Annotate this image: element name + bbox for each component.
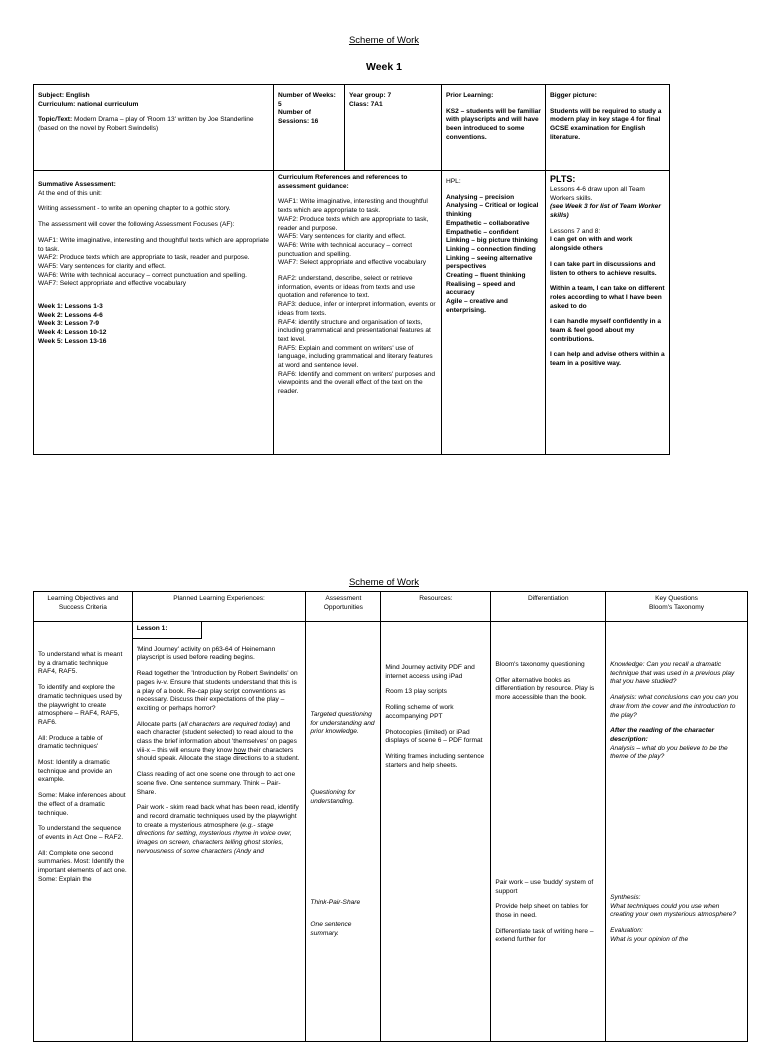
experience-paragraph: Pair work - skim read back what has been read, identify and record dramatic techniques used by the playwright to create a mysterious atmosphere (e.g.- stage directions for setting, mysterious rhyme in voice over, images on screen, characters telling ghost stories, nervousness of some characters (Andy and xyxy=(136,804,299,855)
header-differentiation: Differentiation xyxy=(491,592,606,622)
summative-line: WAF6: Write with technical accuracy – correct punctuation and spelling. xyxy=(38,271,247,279)
hpl-item: Agile – creative and enterprising. xyxy=(446,298,508,314)
objective-item: To understand what is meant by a dramatic technique RAF4, RAF5. xyxy=(38,651,123,676)
header-assessment: Assessment Opportunities xyxy=(306,592,381,622)
plts-item: Within a team, I can take on different roles according to what I have been asked to do xyxy=(550,285,665,310)
question-item: Knowledge: Can you recall a dramatic technique that was used in a previous play that you have studied? xyxy=(610,661,735,686)
week-heading: Week 1 xyxy=(366,61,402,73)
objective-item: Some: Make inferences about the effect of a dramatic technique. xyxy=(38,792,126,817)
resources-cell xyxy=(381,622,491,1042)
hpl-item: Linking – seeing alternative perspectives xyxy=(446,254,533,271)
plts-cell xyxy=(546,171,670,455)
lesson-plan-table xyxy=(33,591,748,1042)
summative-line: WAF2: Produce texts which are appropriate to task, reader and purpose. xyxy=(38,254,250,262)
hpl-item: Realising – speed and accuracy xyxy=(446,280,516,297)
hpl-item: Linking – big picture thinking xyxy=(446,237,538,245)
waf-line: WAF2: Produce texts which are appropriate to task, reader and purpose. xyxy=(278,215,429,232)
curriculum-references-cell xyxy=(274,171,442,455)
waf-line: WAF5: Vary sentences for clarity and effect. xyxy=(278,233,406,241)
experience-paragraph: Class reading of act one scene one through to act one scene five. One sentence summary. Think – Pair- Share. xyxy=(136,771,296,796)
summative-line: WAF5: Vary sentences for clarity and effect. xyxy=(38,262,166,270)
subject-cell xyxy=(34,85,274,171)
bigger-picture-text: Students will be required to study a modern play in key stage 4 for final GCSE examination for English literature. xyxy=(550,107,662,141)
page2-title: Scheme of Work xyxy=(348,577,420,588)
plts-intro: Lessons 4-6 draw upon all Team Workers skills. xyxy=(550,185,645,202)
assessment-item: Questioning for understanding. xyxy=(310,789,356,805)
assessment-item: Think-Pair-Share xyxy=(310,898,361,906)
plts-heading: PLTS: xyxy=(550,174,576,184)
week-schedule-item: Week 2: Lessons 4-6 xyxy=(38,311,103,319)
plts-item: I can get on with and work alongside others xyxy=(550,236,633,253)
experience-paragraph: Allocate parts (all characters are required today) and each character (student selected) to read aloud to the class the brief information about 'themselves' on pages viii-x – this will ensure they know how their characters should speak. Allocate the stage directions to a student. xyxy=(136,720,300,763)
class-label: Class: 7A1 xyxy=(349,100,383,108)
summative-line: The assessment will cover the following Assessment Focuses (AF): xyxy=(38,221,235,229)
prior-learning-cell xyxy=(442,85,546,171)
question-item: Synthesis: xyxy=(610,894,641,902)
year-group: Year group: 7 xyxy=(349,92,392,99)
plts-item: I can help and advise others within a team in a positive way. xyxy=(550,351,665,368)
number-of-sessions: Number of Sessions: 16 xyxy=(278,109,319,126)
plts-see-note: (see Week 3 for list of Team Worker skills) xyxy=(550,203,661,219)
assessment-cell xyxy=(306,622,381,1042)
differentiation-item: Pair work – use 'buddy' system of support xyxy=(495,878,594,895)
waf-line: WAF1: Write imaginative, interesting and thoughtful texts which are appropriate to task. xyxy=(278,198,428,215)
objective-item: To understand the sequence of events in Act One – RAF2. xyxy=(38,825,124,841)
topic-text: Topic/Text: Modern Drama – play of 'Room 13' written by Joe Standerline (based on the novel by Robert Swindells) xyxy=(38,116,254,133)
raf-line: RAF3: deduce, infer or interpret information, events or ideas from texts. xyxy=(278,301,436,317)
raf-line: RAF6: Identify and comment on writers' purposes and viewpoints and the overall effect of the text on the reader. xyxy=(278,370,436,396)
hpl-item: Analysing – Critical or logical thinking xyxy=(446,202,539,219)
prior-learning-heading: Prior Learning: xyxy=(446,92,494,99)
summative-line: Writing assessment - to write an opening chapter to a gothic story. xyxy=(38,205,231,213)
experience-paragraph: Read together the 'Introduction by Robert Swindells' on pages iv-v. Ensure that students understand that this is a play of a book. Re-cap play script conventions as necessary. Discuss their expectations of the play – exciting or perhaps horror? xyxy=(136,670,298,712)
question-item: Analysis – what do you believe to be the theme of the play? xyxy=(610,744,728,761)
subject-text: Subject: English xyxy=(38,92,90,99)
summative-line: WAF1: Write imaginative, interesting and thoughtful texts which are appropriate to task. xyxy=(38,236,269,253)
experiences-cell xyxy=(132,622,306,1042)
page-title: Scheme of Work xyxy=(348,35,420,46)
differentiation-item: Offer alternative books as differentiation by resource. Play is more accessible than the book. xyxy=(495,676,595,702)
raf-line: RAF5: Explain and comment on writers' use of language, including grammatical and literary features at word and sentence level. xyxy=(278,344,433,370)
raf-line: RAF2: understand, describe, select or retrieve information, events or ideas from texts and use quotation and reference to text. xyxy=(278,275,416,300)
question-item: What techniques could you use when creating your own mysterious atmosphere? xyxy=(610,902,737,919)
summative-line: WAF7: Select appropriate and effective vocabulary xyxy=(38,280,187,288)
hpl-heading: HPL: xyxy=(446,178,461,185)
resource-item: Mind Journey activity PDF and internet access using iPad xyxy=(385,664,475,680)
question-item: Analysis: what conclusions can you can you draw from the cover and the introduction to the play? xyxy=(610,694,739,719)
resource-item: Writing frames including sentence starters and help sheets. xyxy=(385,752,485,769)
assessment-item: Targeted questioning for understanding and prior knowledge. xyxy=(310,711,375,736)
resource-item: Room 13 play scripts xyxy=(385,688,447,696)
plts-item: I can take part in discussions and listen to others to achieve results. xyxy=(550,260,657,277)
objective-item: Some: Explain the xyxy=(38,875,92,883)
overview-table xyxy=(33,84,670,455)
plts-lessons: Lessons 7 and 8: xyxy=(550,227,601,235)
question-item: What is your opinion of the xyxy=(610,935,689,943)
number-of-weeks: Number of Weeks: 5 xyxy=(278,92,336,108)
raf-line: RAF4: identify structure and organisation of texts, including grammatical and presentational features at text level. xyxy=(278,318,431,343)
question-item: Evaluation: xyxy=(610,927,643,935)
differentiation-item: Differentiate task of writing here – extend further for xyxy=(495,927,594,944)
experience-paragraph: 'Mind Journey' activity on p63-64 of Heinemann playscript is used before reading begins. xyxy=(136,645,276,662)
waf-line: WAF7: Select appropriate and effective vocabulary xyxy=(278,259,427,267)
curriculum-text: Curriculum: national curriculum xyxy=(38,100,139,108)
weeks-cell xyxy=(274,85,345,171)
week-schedule-item: Week 1: Lessons 1-3 xyxy=(38,303,103,311)
objective-item: All: Complete one second summaries. Most: Identify the important elements of act one. xyxy=(38,849,127,875)
hpl-item: Creating – fluent thinking xyxy=(446,272,526,280)
resource-item: Photocopies (limited) or iPad displays of scene 6 – PDF format xyxy=(385,728,483,745)
summative-line: At the end of this unit: xyxy=(38,189,102,197)
week-schedule-item: Week 5: Lesson 13-16 xyxy=(38,337,107,345)
week-schedule-item: Week 3: Lesson 7-9 xyxy=(38,320,100,328)
hpl-cell xyxy=(442,171,546,455)
key-questions-cell xyxy=(606,622,748,1042)
header-objectives: Learning Objectives and Success Criteria xyxy=(34,592,133,622)
hpl-item: Analysing – precision xyxy=(446,193,515,201)
hpl-item: Empathetic – confident xyxy=(446,228,519,236)
differentiation-cell xyxy=(491,622,606,1042)
bigger-picture-heading: Bigger picture: xyxy=(550,92,597,99)
summative-assessment-cell xyxy=(34,171,274,455)
differentiation-item: Provide help sheet on tables for those in need. xyxy=(495,903,589,919)
resource-item: Rolling scheme of work accompanying PPT xyxy=(385,704,454,720)
objectives-cell xyxy=(34,622,133,1042)
prior-learning-text: KS2 – students will be familiar with playscripts and will have been introduced to some conventions. xyxy=(446,107,541,141)
question-item: After the reading of the character description: xyxy=(610,727,715,743)
differentiation-item: Bloom's taxonomy questioning xyxy=(495,661,585,668)
header-key-questions: Key Questions Bloom's Taxonomy xyxy=(606,592,748,622)
objective-item: All: Produce a table of dramatic techniques' xyxy=(38,734,103,751)
header-resources: Resources: xyxy=(381,592,491,622)
week-schedule-item: Week 4: Lesson 10-12 xyxy=(38,329,107,337)
header-experiences: Planned Learning Experiences: xyxy=(132,592,306,622)
summative-heading: Summative Assessment: xyxy=(38,181,116,188)
assessment-item: One sentence summary. xyxy=(310,921,352,937)
lesson-label: Lesson 1: xyxy=(136,625,168,632)
objective-item: Most: Identify a dramatic technique and provide an example. xyxy=(38,759,113,784)
plts-item: I can handle myself confidently in a team & feel good about my contributions. xyxy=(550,318,662,343)
waf-line: WAF6: Write with technical accuracy – correct punctuation and spelling. xyxy=(278,241,413,258)
hpl-item: Empathetic – collaborative xyxy=(446,219,530,227)
curriculum-references-heading: Curriculum References and references to assessment guidance: xyxy=(278,174,408,190)
objective-item: To identify and explore the dramatic techniques used by the playwright to create atmosphere – RAF4, RAF5, RAF6. xyxy=(38,684,122,726)
hpl-item: Linking – connection finding xyxy=(446,245,536,253)
bigger-picture-cell xyxy=(546,85,670,171)
year-group-cell xyxy=(345,85,442,171)
